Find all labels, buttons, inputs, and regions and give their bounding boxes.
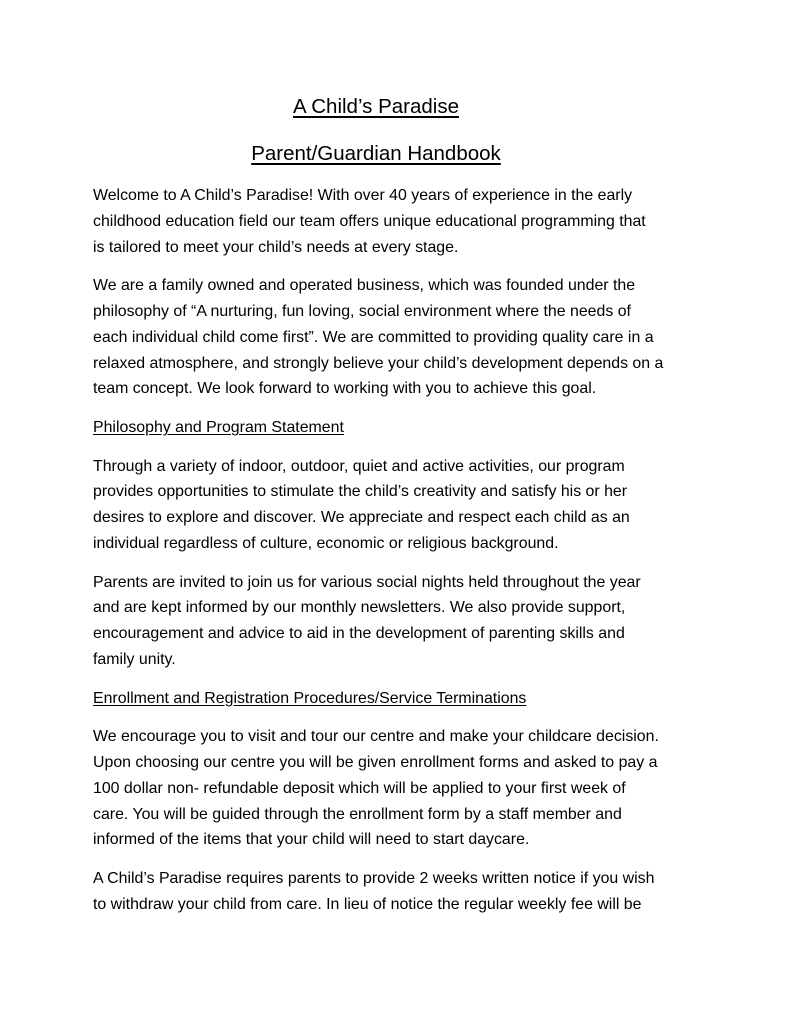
paragraph-line: informed of the items that your child will need to start daycare. xyxy=(93,831,530,849)
welcome-paragraph xyxy=(93,183,705,260)
paragraph-line: Through a variety of indoor, outdoor, quiet and active activities, our program xyxy=(93,457,625,475)
parents-paragraph xyxy=(93,570,705,673)
paragraph-line: Parents are invited to join us for various social nights held throughout the year xyxy=(93,573,641,591)
paragraph-line: family unity. xyxy=(93,650,176,668)
paragraph-line: We are a family owned and operated business, which was founded under the xyxy=(93,277,636,295)
withdrawal-paragraph xyxy=(93,866,705,918)
paragraph-line: care. You will be guided through the enrollment form by a staff member and xyxy=(93,805,622,823)
paragraph-line: provides opportunities to stimulate the child’s creativity and satisfy his or her xyxy=(93,483,628,501)
paragraph-line: philosophy of “A nurturing, fun loving, social environment where the needs of xyxy=(93,302,631,320)
paragraph-line: Upon choosing our centre you will be given enrollment forms and asked to pay a xyxy=(93,753,658,771)
paragraph-line: individual regardless of culture, economic or religious background. xyxy=(93,534,559,552)
paragraph-line: and are kept informed by our monthly newsletters. We also provide support, xyxy=(93,599,626,617)
paragraph-line: Welcome to A Child’s Paradise! With over 40 years of experience in the early xyxy=(93,187,633,204)
enrollment-paragraph xyxy=(93,724,705,853)
family-business-paragraph xyxy=(93,273,705,402)
document-subtitle: Parent/Guardian Handbook xyxy=(251,142,501,165)
philosophy-heading: Philosophy and Program Statement xyxy=(93,418,344,436)
paragraph-line: each individual child come first”. We are committed to providing quality care in a xyxy=(93,328,654,346)
paragraph-line: We encourage you to visit and tour our centre and make your childcare decision. xyxy=(93,728,659,746)
paragraph-line: to withdraw your child from care. In lieu of notice the regular weekly fee will be xyxy=(93,895,642,913)
enrollment-heading: Enrollment and Registration Procedures/Service Terminations xyxy=(93,689,527,707)
paragraph-line: team concept. We look forward to working with you to achieve this goal. xyxy=(93,380,597,398)
paragraph-line: childhood education field our team offers unique educational programming that xyxy=(93,212,646,230)
philosophy-paragraph xyxy=(93,454,705,557)
paragraph-line: 100 dollar non- refundable deposit which will be applied to your first week of xyxy=(93,779,626,797)
paragraph-line: desires to explore and discover. We appreciate and respect each child as an xyxy=(93,509,630,527)
paragraph-line: relaxed atmosphere, and strongly believe your child’s development depends on a xyxy=(93,354,664,372)
paragraph-line: A Child’s Paradise requires parents to provide 2 weeks written notice if you wish xyxy=(93,869,655,887)
document-body xyxy=(93,183,705,930)
paragraph-line: is tailored to meet your child’s needs at every stage. xyxy=(93,238,459,256)
document-title: A Child’s Paradise xyxy=(293,95,459,118)
paragraph-line: encouragement and advice to aid in the development of parenting skills and xyxy=(93,625,625,643)
